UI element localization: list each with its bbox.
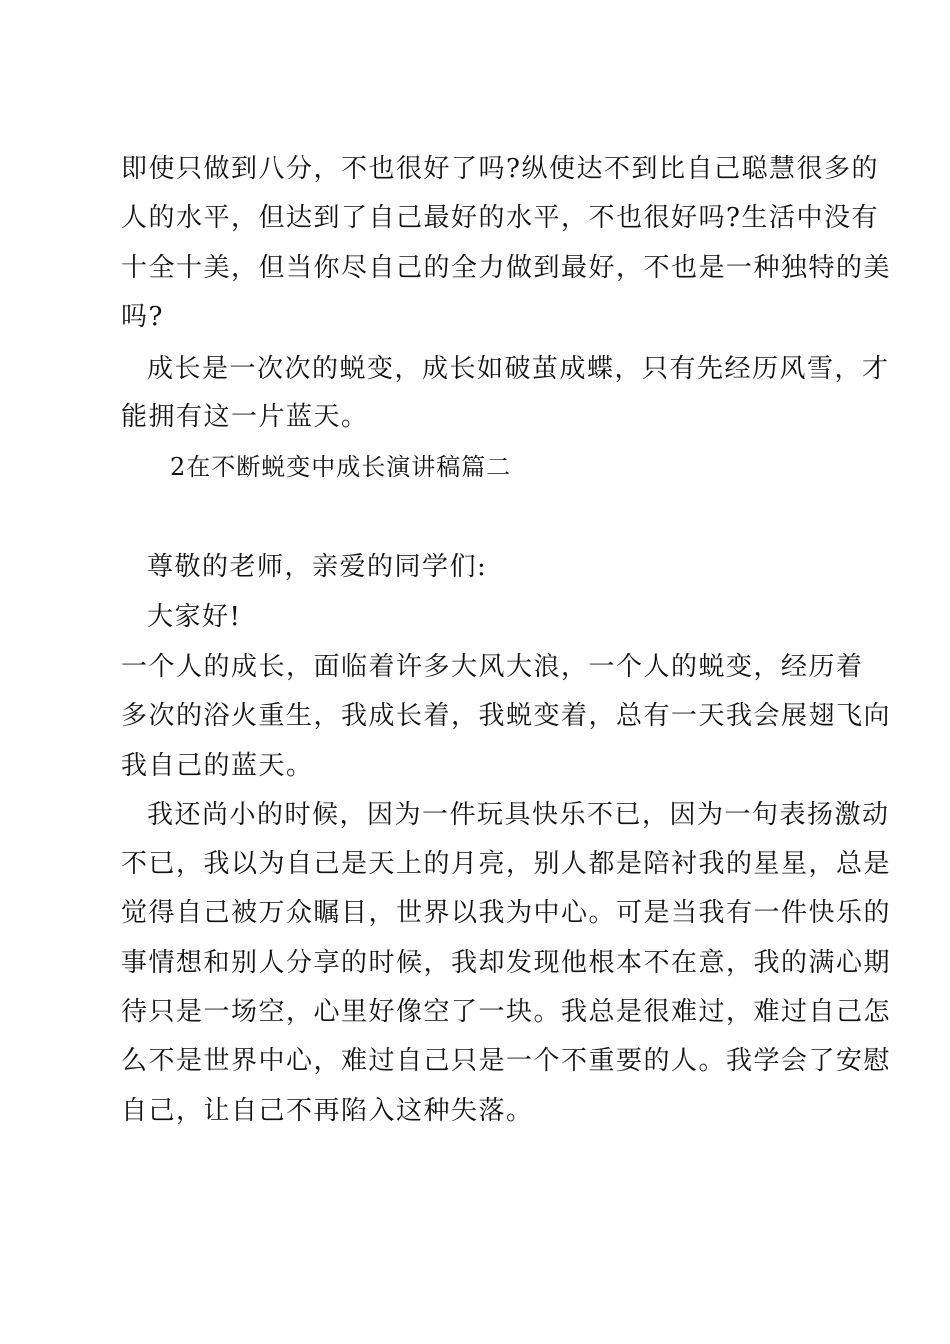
paragraph-line: 觉得自己被万众瞩目，世界以我为中心。可是当我有一件快乐的 bbox=[121, 898, 892, 928]
paragraph-line: 我还尚小的时候，因为一件玩具快乐不已，因为一句表扬激动 bbox=[147, 800, 890, 830]
paragraph-line: 能拥有这一片蓝天。 bbox=[121, 402, 369, 432]
paragraph-line: 一个人的成长，面临着许多大风大浪，一个人的蜕变，经历着 bbox=[121, 652, 864, 682]
paragraph-line: 多次的浴火重生，我成长着，我蜕变着，总有一天我会展翅飞向 bbox=[121, 701, 892, 731]
paragraph-line: 事情想和别人分享的时候，我却发现他根本不在意，我的满心期 bbox=[121, 948, 892, 978]
paragraph-line: 十全十美，但当你尽自己的全力做到最好，不也是一种独特的美 bbox=[121, 253, 892, 283]
paragraph-line: 待只是一场空，心里好像空了一块。我总是很难过，难过自己怎 bbox=[121, 997, 892, 1027]
paragraph-line: 成长是一次次的蜕变，成长如破茧成蝶，只有先经历风雪，才 bbox=[147, 354, 890, 384]
greeting: 大家好! bbox=[147, 602, 242, 632]
paragraph-line: 不已，我以为自己是天上的月亮，别人都是陪衬我的星星，总是 bbox=[121, 849, 892, 879]
paragraph-line: 吗? bbox=[121, 302, 164, 332]
paragraph-line: 人的水平，但达到了自己最好的水平，不也很好吗?生活中没有 bbox=[121, 203, 879, 233]
paragraph-line: 我自己的蓝天。 bbox=[121, 751, 314, 781]
paragraph-line: 即使只做到八分，不也很好了吗?纵使达不到比自己聪慧很多的 bbox=[121, 154, 879, 184]
paragraph-line: 自己，让自己不再陷入这种失落。 bbox=[121, 1096, 534, 1126]
section-heading: 2在不断蜕变中成长演讲稿篇二 bbox=[170, 453, 512, 481]
salutation: 尊敬的老师，亲爱的同学们: bbox=[147, 552, 488, 582]
paragraph-line: 么不是世界中心，难过自己只是一个不重要的人。我学会了安慰 bbox=[121, 1046, 892, 1076]
